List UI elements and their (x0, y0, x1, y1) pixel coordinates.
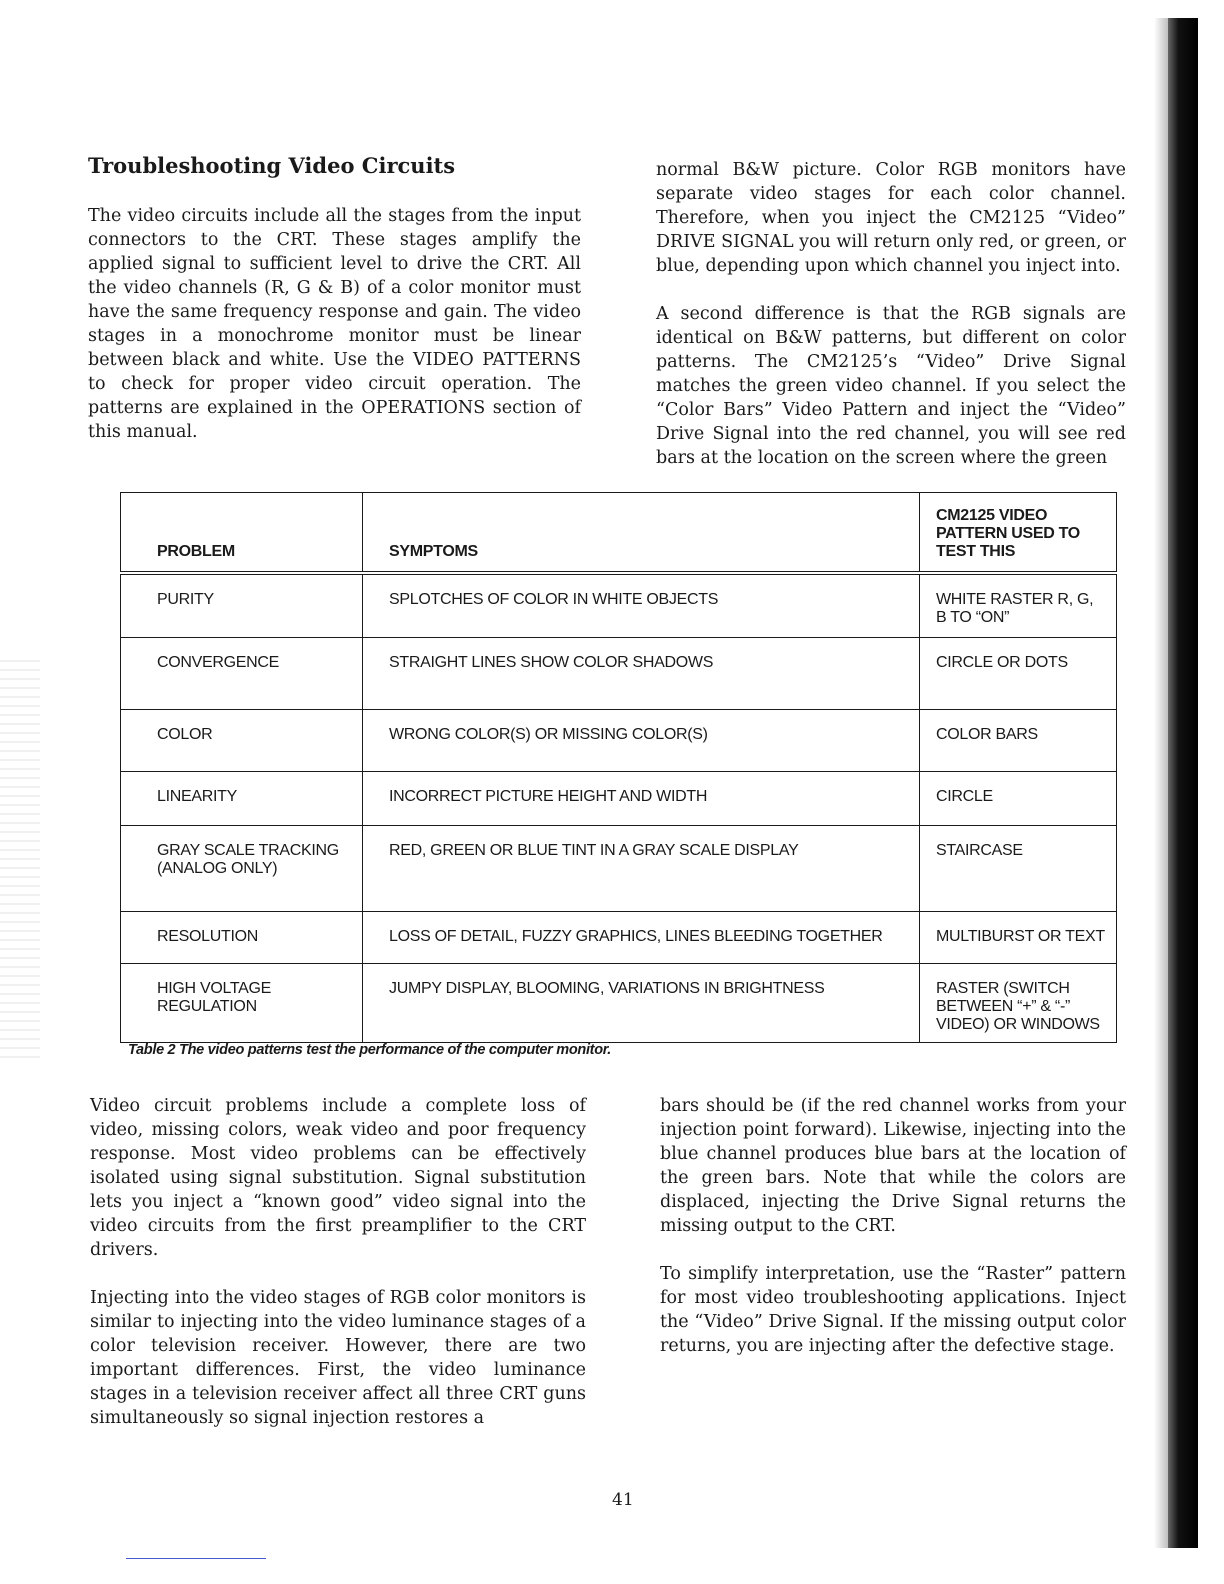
paragraph: The video circuits include all the stages from the input connectors to the CRT. These stages amplify the applied signal to sufficient level to drive the CRT. All the video channels (R, G & B) of a color monitor must have the same frequency response and gain. The video stages in a monochrome monitor must be linear between black and white. Use the VIDEO PATTERNS to check for proper video circuit operation. The patterns are explained in the OPERATIONS section of this manual. (88, 206, 581, 442)
paragraph: Video circuit problems include a complete loss of video, missing colors, weak video and poor frequency response. Most video problems can be effectively isolated using signal substitution. Signal substitution lets you inject a “known good” video signal into the video circuits from the first preamplifier to the CRT drivers. (90, 1096, 586, 1260)
section-title: Troubleshooting Video Circuits (88, 153, 456, 178)
right-column-top (656, 158, 1126, 494)
cell-pattern: COLOR BARS (920, 709, 1117, 771)
scan-edge-shadow (1154, 18, 1168, 1548)
header-problem: PROBLEM (121, 493, 363, 574)
cell-symptoms: LOSS OF DETAIL, FUZZY GRAPHICS, LINES BLEEDING TOGETHER (363, 911, 920, 963)
table-row (121, 709, 1117, 771)
cell-symptoms: STRAIGHT LINES SHOW COLOR SHADOWS (363, 637, 920, 709)
paragraph: To simplify interpretation, use the “Raster” pattern for most video troubleshooting applications. Inject the “Video” Drive Signal. If the missing output color returns, you are injecting after the defective stage. (660, 1264, 1126, 1356)
cell-symptoms: WRONG COLOR(S) OR MISSING COLOR(S) (363, 709, 920, 771)
scan-artifact-line (126, 1558, 266, 1559)
cell-problem: COLOR (121, 709, 363, 771)
cell-pattern: WHITE RASTER R, G, B TO “ON” (920, 573, 1117, 637)
table-row (121, 963, 1117, 1042)
cell-problem: RESOLUTION (121, 911, 363, 963)
cell-symptoms: INCORRECT PICTURE HEIGHT AND WIDTH (363, 771, 920, 825)
left-column-bottom (90, 1094, 586, 1454)
header-pattern: CM2125 VIDEO PATTERN USED TO TEST THIS (920, 493, 1117, 574)
troubleshooting-table (120, 492, 1117, 1043)
scan-edge-bar (1168, 18, 1198, 1548)
cell-pattern: MULTIBURST OR TEXT (920, 911, 1117, 963)
right-column-bottom (660, 1094, 1126, 1382)
cell-symptoms: RED, GREEN OR BLUE TINT IN A GRAY SCALE DISPLAY (363, 825, 920, 911)
paragraph: Injecting into the video stages of RGB color monitors is similar to injecting into the video luminance stages of a color television receiver. However, there are two important differences. First, the video luminance stages in a television receiver affect all three CRT guns simultaneously so signal injection restores a (90, 1288, 586, 1428)
cell-pattern: RASTER (SWITCH BETWEEN “+” & “-” VIDEO) OR WINDOWS (920, 963, 1117, 1042)
paragraph: bars should be (if the red channel works from your injection point forward). Likewise, injecting into the blue channel produces blue bars at the location of the green bars. Note that while the colors are displaced, injecting the Drive Signal returns the missing output to the CRT. (660, 1096, 1126, 1236)
paragraph: A second difference is that the RGB signals are identical on B&W patterns, but different on color patterns. The CM2125’s “Video” Drive Signal matches the green video channel. If you select the “Color Bars” Video Pattern and inject the “Video” Drive Signal into the red channel, you will see red bars at the location on the screen where the green (656, 304, 1126, 468)
cell-symptoms: SPLOTCHES OF COLOR IN WHITE OBJECTS (363, 573, 920, 637)
cell-pattern: CIRCLE OR DOTS (920, 637, 1117, 709)
table-row (121, 771, 1117, 825)
table-row (121, 825, 1117, 911)
paragraph: normal B&W picture. Color RGB monitors have separate video stages for each color channel. Therefore, when you inject the CM2125 “Video” DRIVE SIGNAL you will return only red, or green, or blue, depending upon which channel you inject into. (656, 160, 1126, 276)
cell-problem: PURITY (121, 573, 363, 637)
cell-problem: HIGH VOLTAGE REGULATION (121, 963, 363, 1042)
cell-problem: GRAY SCALE TRACKING (ANALOG ONLY) (121, 825, 363, 911)
cell-problem: LINEARITY (121, 771, 363, 825)
table-header-row (121, 493, 1117, 574)
page-number: 41 (612, 1490, 634, 1510)
cell-pattern: CIRCLE (920, 771, 1117, 825)
table-row (121, 573, 1117, 637)
cell-symptoms: JUMPY DISPLAY, BLOOMING, VARIATIONS IN BRIGHTNESS (363, 963, 920, 1042)
table-row (121, 637, 1117, 709)
scan-left-speckle (0, 660, 40, 1060)
table-caption: Table 2 The video patterns test the performance of the computer monitor. (128, 1042, 612, 1058)
cell-pattern: STAIRCASE (920, 825, 1117, 911)
header-symptoms: SYMPTOMS (363, 493, 920, 574)
left-column-top (88, 154, 581, 468)
table-row (121, 911, 1117, 963)
cell-problem: CONVERGENCE (121, 637, 363, 709)
